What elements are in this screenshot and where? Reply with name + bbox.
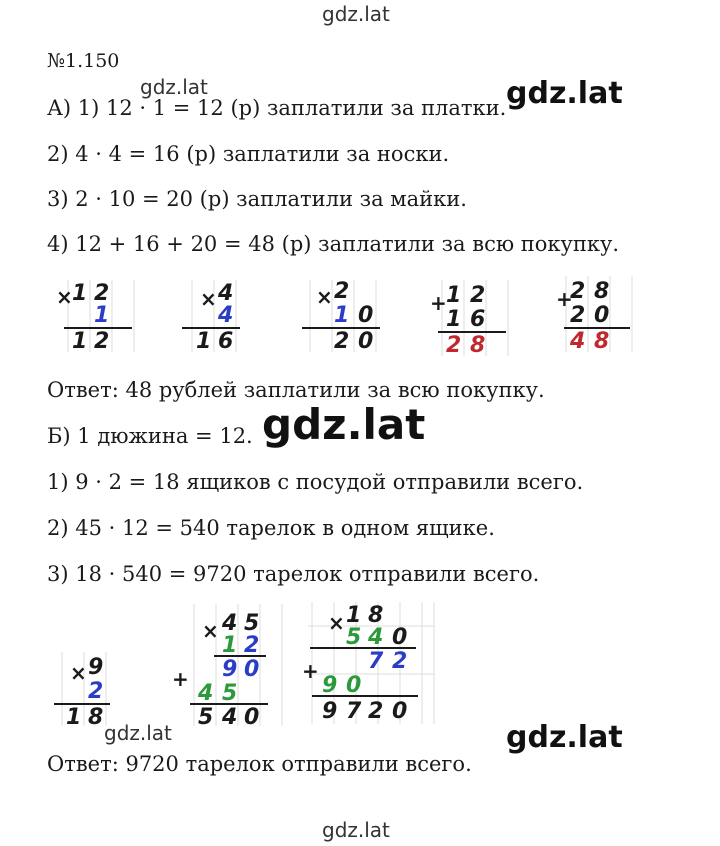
calc-a5-r2-d1: 2: [570, 303, 586, 328]
watermark-near-header: gdz.lat: [140, 75, 208, 99]
calc-a1-res-d1: 1: [72, 329, 88, 354]
calc-a1-op: ×: [56, 285, 73, 309]
part-a-answer: Ответ: 48 рублей заплатили за всю покупку.: [47, 378, 545, 402]
calc-b3-res-d3: 2: [368, 699, 384, 724]
calc-b2-p1-d1: 9: [222, 657, 238, 682]
calc-b3-r2-d3: 0: [392, 625, 408, 650]
calc-b3-r1-d2: 8: [368, 603, 384, 628]
watermark-center: gdz.lat: [262, 400, 426, 449]
calc-b2-p2-d1: 4: [198, 681, 214, 706]
calc-a4: [430, 280, 508, 358]
calc-a5: [556, 276, 632, 354]
calc-a2: [182, 280, 240, 354]
part-a-line-4: 4) 12 + 16 + 20 = 48 (р) заплатили за всю покупку.: [47, 232, 620, 256]
calc-a1: [56, 280, 134, 354]
calc-a4-op: +: [430, 291, 447, 315]
calc-a5-op: +: [556, 287, 573, 311]
calc-a3-r2-d1: 1: [334, 303, 350, 328]
calc-b1-r1-d1: 9: [88, 655, 104, 680]
calc-b2-r2-d2: 2: [244, 633, 260, 658]
watermark-right-top: gdz.lat: [506, 76, 623, 111]
calc-a2-res-d2: 6: [218, 329, 234, 354]
calc-b1-res-d2: 8: [88, 705, 104, 730]
calc-b3-r1-d1: 1: [346, 603, 362, 628]
calc-b3-r2-d2: 4: [368, 625, 384, 650]
calc-b2-r2-d1: 1: [222, 633, 238, 658]
calc-b3-r2-d1: 5: [346, 625, 362, 650]
calc-a4-res-d2: 8: [470, 333, 486, 358]
calc-b3-p1-d1: 7: [368, 649, 384, 674]
calc-a4-res-d1: 2: [446, 333, 462, 358]
calc-b3-res-d4: 0: [392, 699, 408, 724]
calc-b2: [172, 604, 282, 730]
calc-a1-r1-d2: 2: [94, 281, 110, 306]
calc-b3-res-d2: 7: [346, 699, 362, 724]
calc-a3-op: ×: [316, 285, 333, 309]
calc-b1: [54, 652, 110, 730]
calc-a5-res-d1: 4: [570, 329, 586, 354]
part-b-line-4: 3) 18 · 540 = 9720 тарелок отправили всего.: [47, 562, 540, 586]
calc-b2-op2: +: [172, 667, 189, 691]
calc-b3-res-d1: 9: [322, 699, 338, 724]
calc-a2-op: ×: [200, 287, 217, 311]
calc-a4-r2-d1: 1: [446, 307, 462, 332]
part-b-line-3: 2) 45 · 12 = 540 тарелок в одном ящике.: [47, 516, 495, 540]
calc-b3-p2-d2: 0: [346, 673, 362, 698]
calc-b2-p2-d2: 5: [222, 681, 238, 706]
calc-a3-r2-d2: 0: [358, 303, 374, 328]
part-b-column-calcs: [40, 600, 460, 730]
watermark-left-bottom: gdz.lat: [104, 721, 172, 745]
part-a-line-1: А) 1) 12 · 1 = 12 (р) заплатили за платки.: [47, 96, 507, 120]
calc-a5-res-d2: 8: [594, 329, 610, 354]
calc-b1-r2-d1: 2: [88, 679, 104, 704]
calc-a1-res-d2: 2: [94, 329, 110, 354]
calc-b3-op2: +: [302, 659, 319, 683]
watermark-bottom: gdz.lat: [322, 818, 390, 842]
calc-a5-r1-d2: 8: [594, 279, 610, 304]
calc-b3-p1-d2: 2: [392, 649, 408, 674]
calc-a5-r1-d1: 2: [570, 279, 586, 304]
calc-a2-r2-d1: 4: [218, 303, 234, 328]
calc-b3-op1: ×: [328, 611, 345, 635]
calc-a4-r1-d1: 1: [446, 283, 462, 308]
calc-a5-r2-d2: 0: [594, 303, 610, 328]
calc-a2-res-d1: 1: [196, 329, 212, 354]
calc-b3: [302, 602, 434, 724]
calc-a2-r1-d1: 4: [218, 281, 234, 306]
calc-a4-r2-d2: 6: [470, 307, 486, 332]
calc-b1-res-d1: 1: [66, 705, 82, 730]
calc-a3: [302, 279, 380, 354]
calc-b2-res-d3: 0: [244, 705, 260, 730]
calc-a3-r1-d1: 2: [334, 279, 350, 304]
calc-a1-r1-d1: 1: [72, 281, 88, 306]
calc-b1-op: ×: [70, 661, 87, 685]
calc-b2-op1: ×: [202, 619, 219, 643]
calc-a1-r2-d1: 1: [94, 303, 110, 328]
calc-a4-r1-d2: 2: [470, 283, 486, 308]
calc-b2-res-d1: 5: [198, 705, 214, 730]
calc-b2-r1-d1: 4: [222, 611, 238, 636]
part-b-line-2: 1) 9 · 2 = 18 ящиков с посудой отправили всего.: [47, 470, 584, 494]
calc-b3-p2-d1: 9: [322, 673, 338, 698]
calc-b2-res-d2: 4: [222, 705, 238, 730]
part-b-answer: Ответ: 9720 тарелок отправили всего.: [47, 752, 472, 776]
part-a-line-3: 3) 2 · 10 = 20 (р) заплатили за майки.: [47, 187, 467, 211]
problem-number: №1.150: [47, 50, 120, 72]
part-a-line-2: 2) 4 · 4 = 16 (р) заплатили за носки.: [47, 142, 450, 166]
part-a-column-calcs: [40, 272, 640, 364]
watermark-right-bottom: gdz.lat: [506, 720, 623, 755]
calc-a3-res-d2: 0: [358, 329, 374, 354]
calc-b2-r1-d2: 5: [244, 611, 260, 636]
watermark-top: gdz.lat: [322, 2, 390, 26]
calc-b2-p1-d2: 0: [244, 657, 260, 682]
part-b-line-1: Б) 1 дюжина = 12.: [47, 424, 253, 448]
calc-a3-res-d1: 2: [334, 329, 350, 354]
